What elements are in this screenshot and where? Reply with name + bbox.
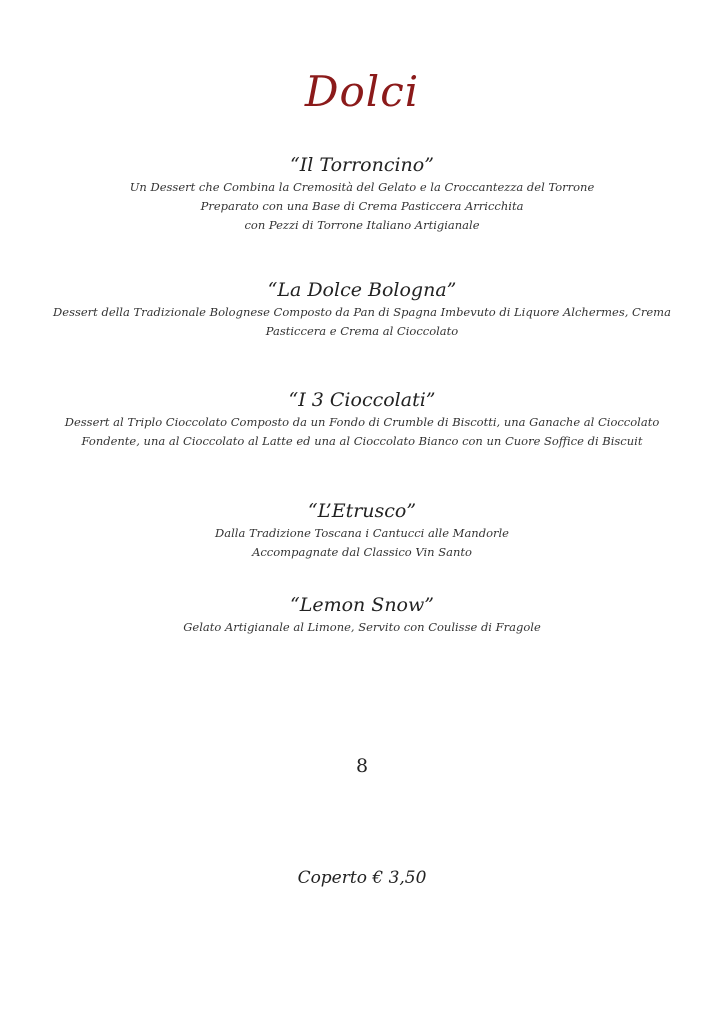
dessert-description	[0, 303, 724, 341]
dessert-item-3-cioccolati	[0, 387, 724, 451]
description-line: Un Dessert che Combina la Cremosità del Gelato e la Croccantezza del Torrone	[129, 180, 595, 194]
dessert-price: 8	[355, 755, 369, 777]
dessert-item-lemon-snow	[0, 592, 724, 637]
description-line: Accompagnate dal Classico Vin Santo	[252, 545, 472, 559]
dessert-item-torroncino	[0, 152, 724, 235]
dessert-name: “La Dolce Bologna”	[267, 279, 457, 301]
dessert-item-etrusco	[0, 498, 724, 562]
dessert-description	[0, 178, 724, 235]
description-line: Gelato Artigianale al Limone, Servito con Coulisse di Fragole	[183, 620, 541, 634]
description-line: Dalla Tradizione Toscana i Cantucci alle Mandorle	[215, 526, 509, 540]
cover-charge: Coperto € 3,50	[297, 868, 427, 888]
description-line: Preparato con una Base di Crema Pasticcera Arricchita	[200, 199, 524, 213]
description-line: Pasticcera e Crema al Cioccolato	[265, 324, 459, 338]
dessert-description	[0, 618, 724, 637]
description-line: Fondente, una al Cioccolato al Latte ed una al Cioccolato Bianco con un Cuore Soffice di Biscuit	[81, 434, 643, 448]
dessert-name: “I 3 Cioccolati”	[288, 389, 436, 411]
dessert-name: “Il Torroncino”	[290, 154, 434, 176]
dessert-name: “L’Etrusco”	[307, 500, 417, 522]
menu-title: Dolci	[304, 67, 420, 116]
dessert-name: “Lemon Snow”	[290, 594, 434, 616]
dessert-item-dolce-bologna	[0, 277, 724, 341]
dessert-description	[0, 524, 724, 562]
description-line: Dessert della Tradizionale Bolognese Composto da Pan di Spagna Imbevuto di Liquore Alchermes, Crema	[53, 305, 671, 319]
description-line: Dessert al Triplo Cioccolato Composto da un Fondo di Crumble di Biscotti, una Ganache al Cioccolato	[64, 415, 660, 429]
dessert-description	[0, 413, 724, 451]
description-line: con Pezzi di Torrone Italiano Artigianale	[244, 218, 480, 232]
